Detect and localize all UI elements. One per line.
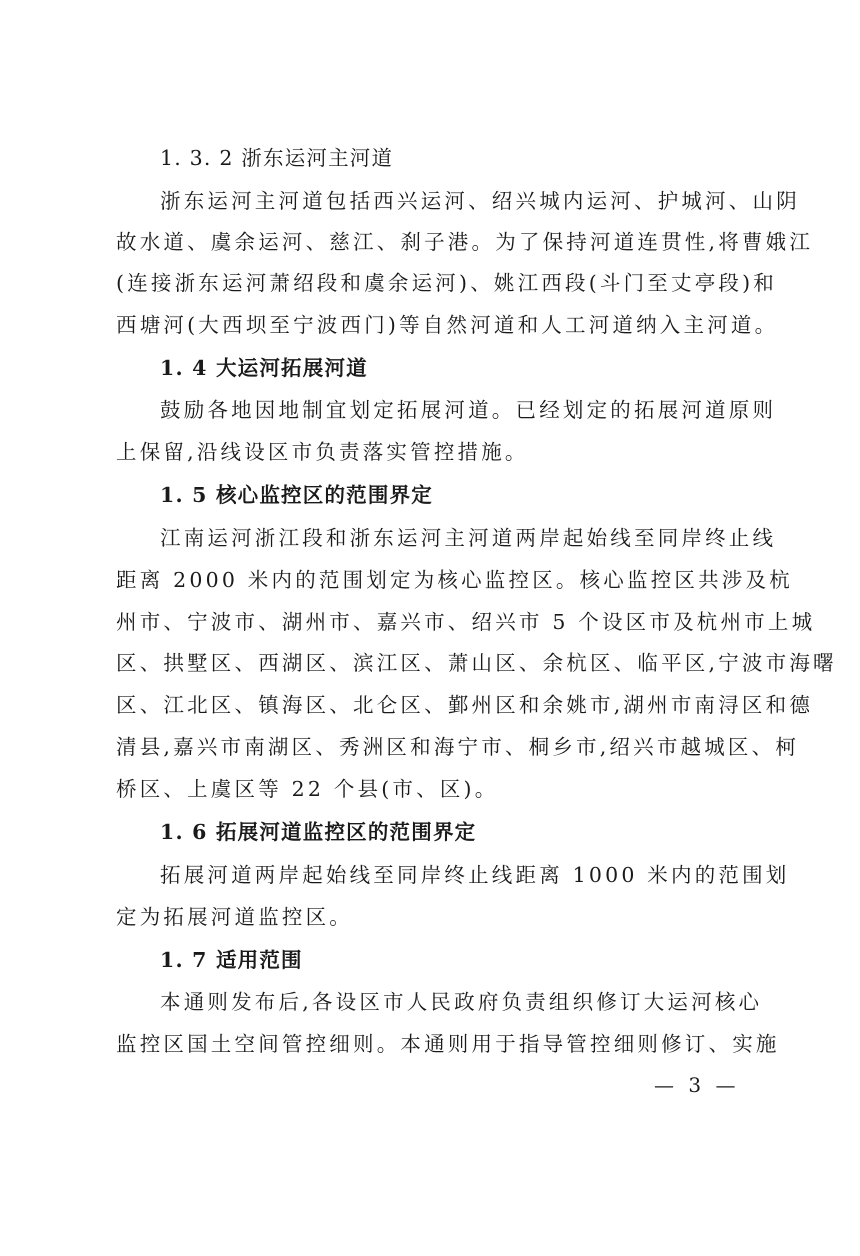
paragraph-line: 区、拱墅区、西湖区、滨江区、萧山区、余杭区、临平区,宁波市海曙 (116, 651, 837, 675)
paragraph-line: 桥区、上虞区等 22 个县(市、区)。 (116, 777, 499, 801)
page-number: — 3 — (654, 1073, 740, 1097)
paragraph-line: 区、江北区、镇海区、北仑区、鄞州区和余姚市,湖州市南浔区和德 (116, 693, 814, 717)
paragraph-line: 本通则发布后,各设区市人民政府负责组织修订大运河核心 (160, 990, 763, 1014)
section-heading-1-5: 1. 5 核心监控区的范围界定 (160, 483, 433, 507)
section-heading-1-7: 1. 7 适用范围 (160, 948, 303, 972)
paragraph-line: 鼓励各地因地制宜划定拓展河道。已经划定的拓展河道原则 (160, 398, 777, 422)
paragraph-line: 定为拓展河道监控区。 (116, 905, 353, 929)
paragraph-line: 西塘河(大西坝至宁波西门)等自然河道和人工河道纳入主河道。 (116, 313, 779, 337)
paragraph-line: 拓展河道两岸起始线至同岸终止线距离 1000 米内的范围划 (160, 863, 790, 887)
paragraph-line: 江南运河浙江段和浙东运河主河道两岸起始线至同岸终止线 (160, 526, 777, 550)
paragraph-line: 清县,嘉兴市南湖区、秀洲区和海宁市、桐乡市,绍兴市越城区、柯 (116, 735, 800, 759)
paragraph-line: 距离 2000 米内的范围划定为核心监控区。核心监控区共涉及杭 (116, 568, 793, 592)
section-heading-1-3-2: 1. 3. 2 浙东运河主河道 (160, 146, 394, 170)
paragraph-line: 上保留,沿线设区市负责落实管控措施。 (116, 440, 529, 464)
paragraph-line: 浙东运河主河道包括西兴运河、绍兴城内运河、护城河、山阴 (160, 189, 800, 213)
paragraph-line: (连接浙东运河萧绍段和虞余运河)、姚江西段(斗门至丈亭段)和 (116, 271, 777, 295)
paragraph-line: 故水道、虞余运河、慈江、刹子港。为了保持河道连贯性,将曹娥江 (116, 230, 814, 254)
paragraph-line: 监控区国土空间管控细则。本通则用于指导管控细则修订、实施 (116, 1032, 780, 1056)
section-heading-1-6: 1. 6 拓展河道监控区的范围界定 (160, 820, 477, 844)
paragraph-line: 州市、宁波市、湖州市、嘉兴市、绍兴市 5 个设区市及杭州市上城 (116, 610, 816, 634)
section-heading-1-4: 1. 4 大运河拓展河道 (160, 356, 368, 380)
